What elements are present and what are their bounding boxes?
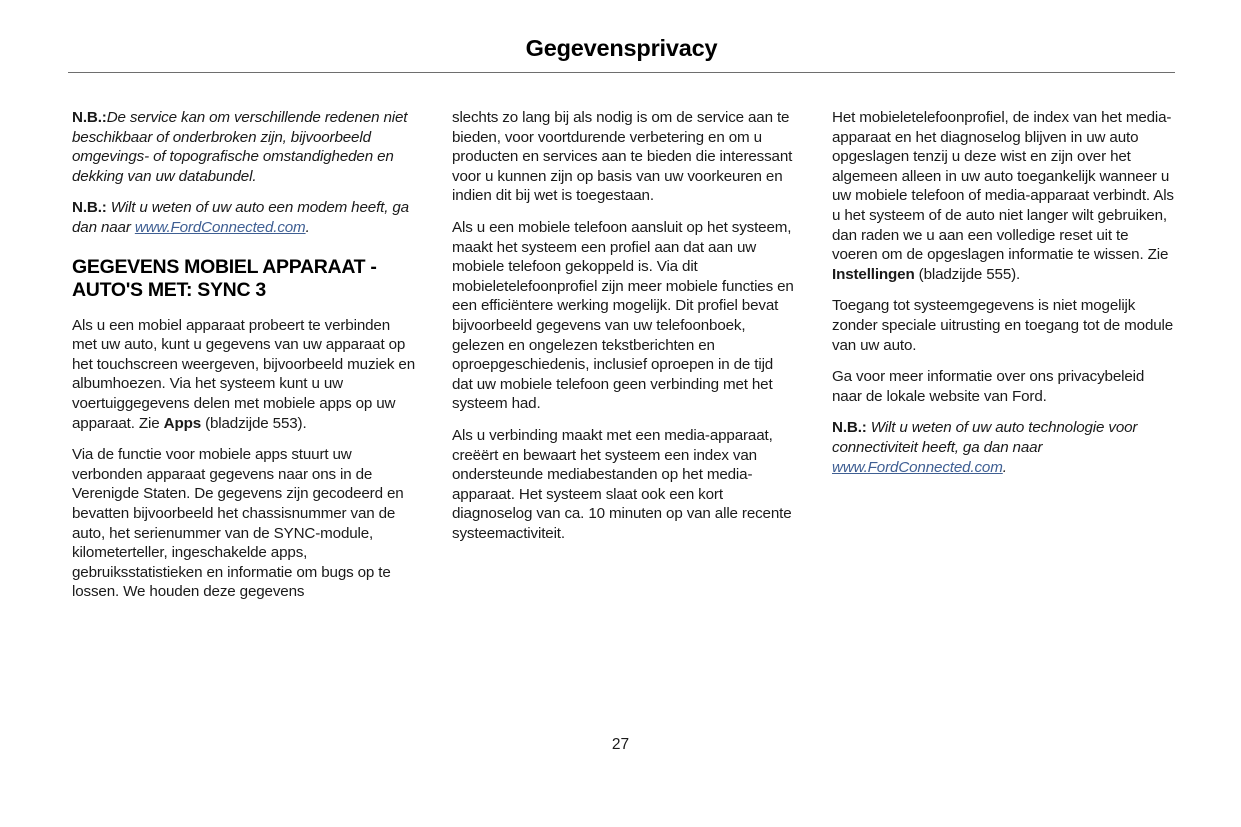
body-paragraph: slechts zo lang bij als nodig is om de service aan te bieden, voor voortdurende verbetering en om u producten en services aan te bieden die interessant voor u kunnen zijn op basis van uw voorkeuren en indien dit bij wet is toegestaan. [452, 109, 793, 205]
paragraph-text-tail: (bladzijde 555). [914, 265, 1021, 283]
fordconnected-link[interactable]: www.FordConnected.com [134, 218, 306, 236]
body-paragraph: Ga voor meer informatie over ons privacybeleid naar de lokale website van Ford. [832, 368, 1145, 405]
note-paragraph-1 [72, 108, 416, 186]
cross-reference-instellingen[interactable]: Instellingen [832, 265, 915, 283]
section-heading: GEGEVENS MOBIEL APPARAAT - AUTO'S MET: SYNC 3 [72, 255, 377, 301]
body-paragraph: Als u een mobiele telefoon aansluit op het systeem, maakt het systeem een profiel aan dat aan uw mobiele telefoon gekoppeld is. Via dit mobieletelefoonprofiel zijn meer mobiele functies en een efficiëntere werking mogelijk. Dit profiel bevat bijvoorbeeld gegevens van uw telefoonboek, gelezen en ongelezen tekstberichten en oproepgeschiedenis, inclusief oproepen in de tijd dat uw mobiele telefoon geen verbinding met het systeem had. [452, 218, 794, 413]
paragraph-text: Als u een mobiel apparaat probeert te verbinden met uw auto, kunt u gegevens van uw apparaat op het touchscreen weergeven, bijvoorbeeld muziek en albumhoezen. Via het systeem kunt u uw voertuiggegevens delen met mobiele apps op uw apparaat. Zie [72, 316, 416, 432]
three-column-body [72, 108, 1176, 602]
fordconnected-link[interactable]: www.FordConnected.com [832, 458, 1003, 476]
cross-reference-apps[interactable]: Apps [163, 414, 201, 432]
note-paragraph-2 [72, 198, 416, 237]
page-title: Gegevensprivacy [525, 35, 718, 61]
body-paragraph [832, 108, 1176, 284]
body-paragraph: Als u verbinding maakt met een media-apparaat, creëërt en bewaart het systeem een index van ondersteunde mediabestanden op het media-apparaat. Het systeem slaat ook een kort diagnoselog van ca. 10 minuten op van alle recente systeemactiviteit. [452, 426, 792, 542]
note-text: De service kan om verschillende redenen niet beschikbaar of onderbroken zijn, bijvoorbeeld omgevings- of topografische omstandigheden en dekking van uw databundel. [72, 109, 408, 185]
column-1 [72, 108, 416, 602]
note-text: Wilt u weten of uw auto technologie voor connectiviteit heeft, ga dan naar [832, 419, 1138, 456]
column-2 [452, 108, 796, 543]
page-header [68, 36, 1175, 62]
page-footer [0, 736, 1241, 754]
note-paragraph-3 [832, 418, 1176, 477]
note-label: N.B.: [72, 199, 107, 217]
column-3 [832, 108, 1176, 477]
page-number: 27 [611, 736, 630, 753]
note-label: N.B.: [832, 419, 867, 437]
header-divider [68, 72, 1175, 73]
paragraph-text-tail: (bladzijde 553). [201, 414, 307, 432]
note-text-tail: . [1002, 458, 1007, 476]
note-text: Wilt u weten of uw auto een modem heeft, ga dan naar [72, 199, 409, 236]
body-paragraph: Via de functie voor mobiele apps stuurt uw verbonden apparaat gegevens naar ons in de Verenigde Staten. De gegevens zijn gecodeerd en bevatten bijvoorbeeld het chassisnummer van de auto, het serienummer van de SYNC-module, kilometerteller, ingeschakelde apps, gebruiksstatistieken en informatie om bugs op te lossen. We houden deze gegevens [72, 446, 404, 601]
note-label: N.B.: [72, 109, 107, 126]
paragraph-text: Het mobieletelefoonprofiel, de index van het media-apparaat en het diagnoselog blijven in uw auto opgeslagen tenzij u deze wist en zijn over het algemeen alleen in uw auto toegankelijk wanneer u uw mobiele telefoon of media-apparaat verbindt. Als u het systeem of de auto niet langer wilt gebruiken, dan raden we u aan een volledige reset uit te voeren om de opgeslagen informatie te wissen. Zie [832, 109, 1174, 264]
body-paragraph [72, 316, 416, 434]
body-paragraph: Toegang tot systeemgegevens is niet mogelijk zonder speciale uitrusting en toegang tot de module van uw auto. [832, 297, 1174, 354]
note-text-tail: . [305, 218, 310, 236]
